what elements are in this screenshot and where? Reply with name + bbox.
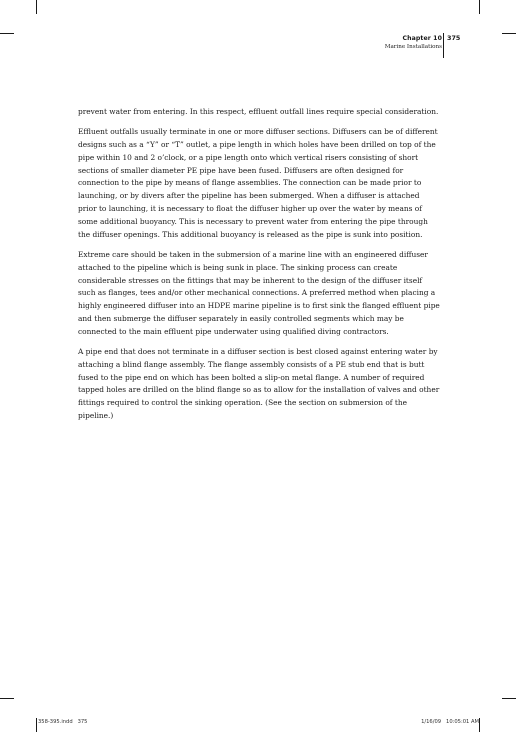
crop-mark-bottom-left — [36, 718, 37, 732]
crop-mark-top-right — [479, 0, 480, 14]
crop-mark-left-top — [0, 33, 14, 34]
crop-mark-left-bottom — [0, 698, 14, 699]
timestamp-slug: 1/16/09 10:05:01 AM — [421, 719, 479, 725]
crop-mark-right-top — [502, 33, 516, 34]
file-slug: 358-395.indd 375 — [38, 719, 88, 725]
paragraph: prevent water from entering. In this respect, effluent outfall lines require special consideration. — [78, 107, 439, 116]
crop-mark-top-left — [36, 0, 37, 14]
chapter-label: Chapter 10 — [402, 35, 442, 42]
page-number: 375 — [447, 34, 461, 42]
paragraph: Extreme care should be taken in the submersion of a marine line with an engineered diffuser attached to the pipeline which is being sunk in place. The sinking process can create considerable stresses on the fittings that may be inherent to the design of the diffuser itself such as flanges, tees and/or other mechanical connections. A preferred method when placing a highly engineered diffuser into an HDPE marine pipeline is to first sink the flanged effluent pipe and then submerge the diffuser separately in easily controlled segments which may be connected to the main effluent pipe underwater using qualified diving contractors. — [78, 249, 440, 336]
header-divider — [443, 33, 444, 58]
paragraph: A pipe end that does not terminate in a diffuser section is best closed against entering water by attaching a blind flange assembly. The flange assembly consists of a PE stub end that is butt fused to the pipe end on which has been bolted a slip-on metal flange. A number of required tapped holes are drilled on the blind flange so as to allow for the installation of valves and other fittings required to control the sinking operation. (See the section on submersion of the pipeline.) — [78, 347, 440, 421]
running-head — [385, 34, 442, 52]
crop-mark-bottom-right — [479, 718, 480, 732]
section-title: Marine Installations — [384, 44, 442, 50]
paragraph: Effluent outfalls usually terminate in one or more diffuser sections. Diffusers can be of different designs such as a “Y” or “T” outlet, a pipe length in which holes have been drilled on top of the pipe within 10 and 2 o’clock, or a pipe length onto which vertical risers consisting of short sections of smaller diameter PE pipe have been fused. Diffusers are often designed for connection to the pipe by means of flange assemblies. The connection can be made prior to launching, or by divers after the pipeline has been submerged. When a diffuser is attached prior to launching, it is necessary to float the diffuser higher up over the water by means of some additional buoyancy. This is necessary to prevent water from entering the pipe through the diffuser openings. This additional buoyancy is released as the pipe is sunk into position. — [78, 127, 438, 239]
body-text — [78, 106, 440, 430]
crop-mark-right-bottom — [502, 698, 516, 699]
